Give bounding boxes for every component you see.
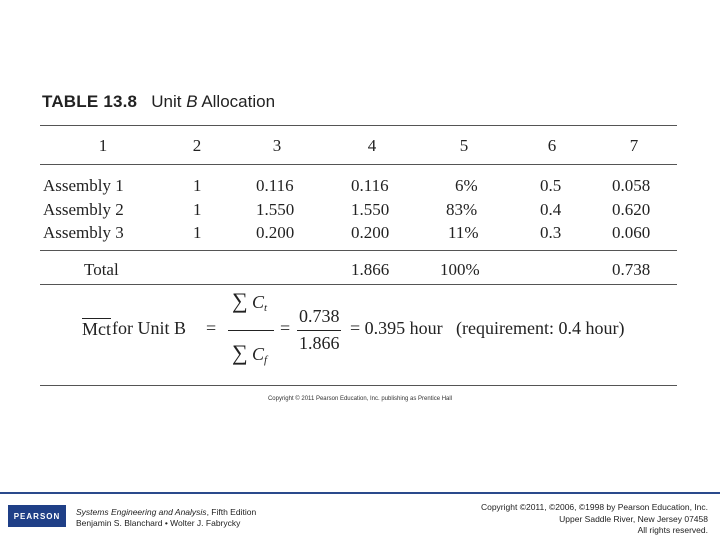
numerator-sub: t (264, 302, 268, 314)
table-title (42, 92, 275, 116)
col-header-5: 5 (459, 136, 469, 155)
row-3-c5: 11% (448, 223, 479, 242)
rule-bottom (40, 385, 677, 386)
footer-book-title-line (76, 507, 256, 518)
row-1-label: Assembly 1 (43, 176, 124, 195)
fraction-denominator: 1.866 (299, 333, 340, 353)
footer-book-info (76, 507, 256, 529)
row-1-c3: 0.116 (256, 176, 294, 195)
col-header-1: 1 (98, 136, 108, 155)
table-number: TABLE 13.8 (42, 92, 138, 111)
row-1-c7: 0.058 (612, 176, 651, 195)
formula-equals-1: = (206, 318, 217, 338)
rule-top (40, 125, 677, 126)
col-header-2: 2 (192, 136, 202, 155)
table-title-italic: B (186, 92, 198, 111)
mct-formula (80, 286, 680, 376)
row-3-c3: 0.200 (256, 223, 295, 242)
rule-total (40, 250, 677, 251)
footer-copyright-line-3: All rights reserved. (637, 525, 708, 535)
row-1-c2: 1 (193, 176, 202, 195)
mct-symbol: Mct (82, 319, 111, 339)
image-credit: Copyright © 2011 Pearson Education, Inc. publishing as Prentice Hall (267, 396, 453, 402)
col-header-6: 6 (547, 136, 557, 155)
row-3-c7: 0.060 (612, 223, 651, 242)
row-2-c5: 83% (446, 200, 478, 219)
total-c4: 1.866 (351, 260, 390, 279)
denominator-sub: f (264, 354, 268, 366)
row-2-c4: 1.550 (351, 200, 390, 219)
footer-authors: Benjamin S. Blanchard • Wolter J. Fabrycky (76, 518, 241, 528)
formula-equals-2: = (280, 318, 291, 338)
numerator-var: C (252, 292, 265, 312)
formula-for-unit: for Unit B (112, 318, 186, 338)
row-2-c6: 0.4 (540, 200, 562, 219)
table-title-suffix: Allocation (197, 92, 276, 111)
total-c5: 100% (440, 260, 480, 279)
row-1-c5: 6% (455, 176, 478, 195)
formula-result: = 0.395 hour (350, 318, 443, 338)
sigma-numerator: ∑ (232, 288, 248, 313)
table-title-prefix: Unit (151, 92, 187, 111)
fraction-line-2 (297, 330, 341, 331)
col-header-4: 4 (367, 136, 377, 155)
fraction-line-1 (228, 330, 274, 331)
footer-copyright-line-2: Upper Saddle River, New Jersey 07458 (559, 513, 708, 524)
rule-bottom-table (40, 284, 677, 285)
row-2-c7: 0.620 (612, 200, 651, 219)
row-1-c6: 0.5 (540, 176, 562, 195)
total-label: Total (84, 260, 119, 279)
row-3-c4: 0.200 (351, 223, 390, 242)
row-3-label: Assembly 3 (43, 223, 124, 242)
total-c7: 0.738 (612, 260, 651, 279)
row-2-c3: 1.550 (256, 200, 295, 219)
row-1-c4: 0.116 (351, 176, 389, 195)
col-header-3: 3 (272, 136, 282, 155)
row-2-c2: 1 (193, 200, 202, 219)
row-3-c2: 1 (193, 223, 202, 242)
footer-book-title: Systems Engineering and Analysis (76, 507, 207, 517)
footer-bar (0, 492, 720, 494)
denominator-var: C (252, 344, 265, 364)
footer-book-edition: , Fifth Edition (206, 507, 257, 517)
footer-copyright (481, 502, 708, 537)
rule-header (40, 164, 677, 165)
pearson-logo: PEARSON (8, 505, 66, 527)
formula-requirement: (requirement: 0.4 hour) (456, 318, 625, 338)
col-header-7: 7 (629, 136, 639, 155)
sigma-denominator: ∑ (232, 340, 248, 365)
footer-copyright-line-1: Copyright ©2011, ©2006, ©1998 by Pearson Education, Inc. (480, 502, 708, 512)
fraction-numerator: 0.738 (299, 306, 340, 326)
row-3-c6: 0.3 (540, 223, 562, 242)
row-2-label: Assembly 2 (43, 200, 124, 219)
